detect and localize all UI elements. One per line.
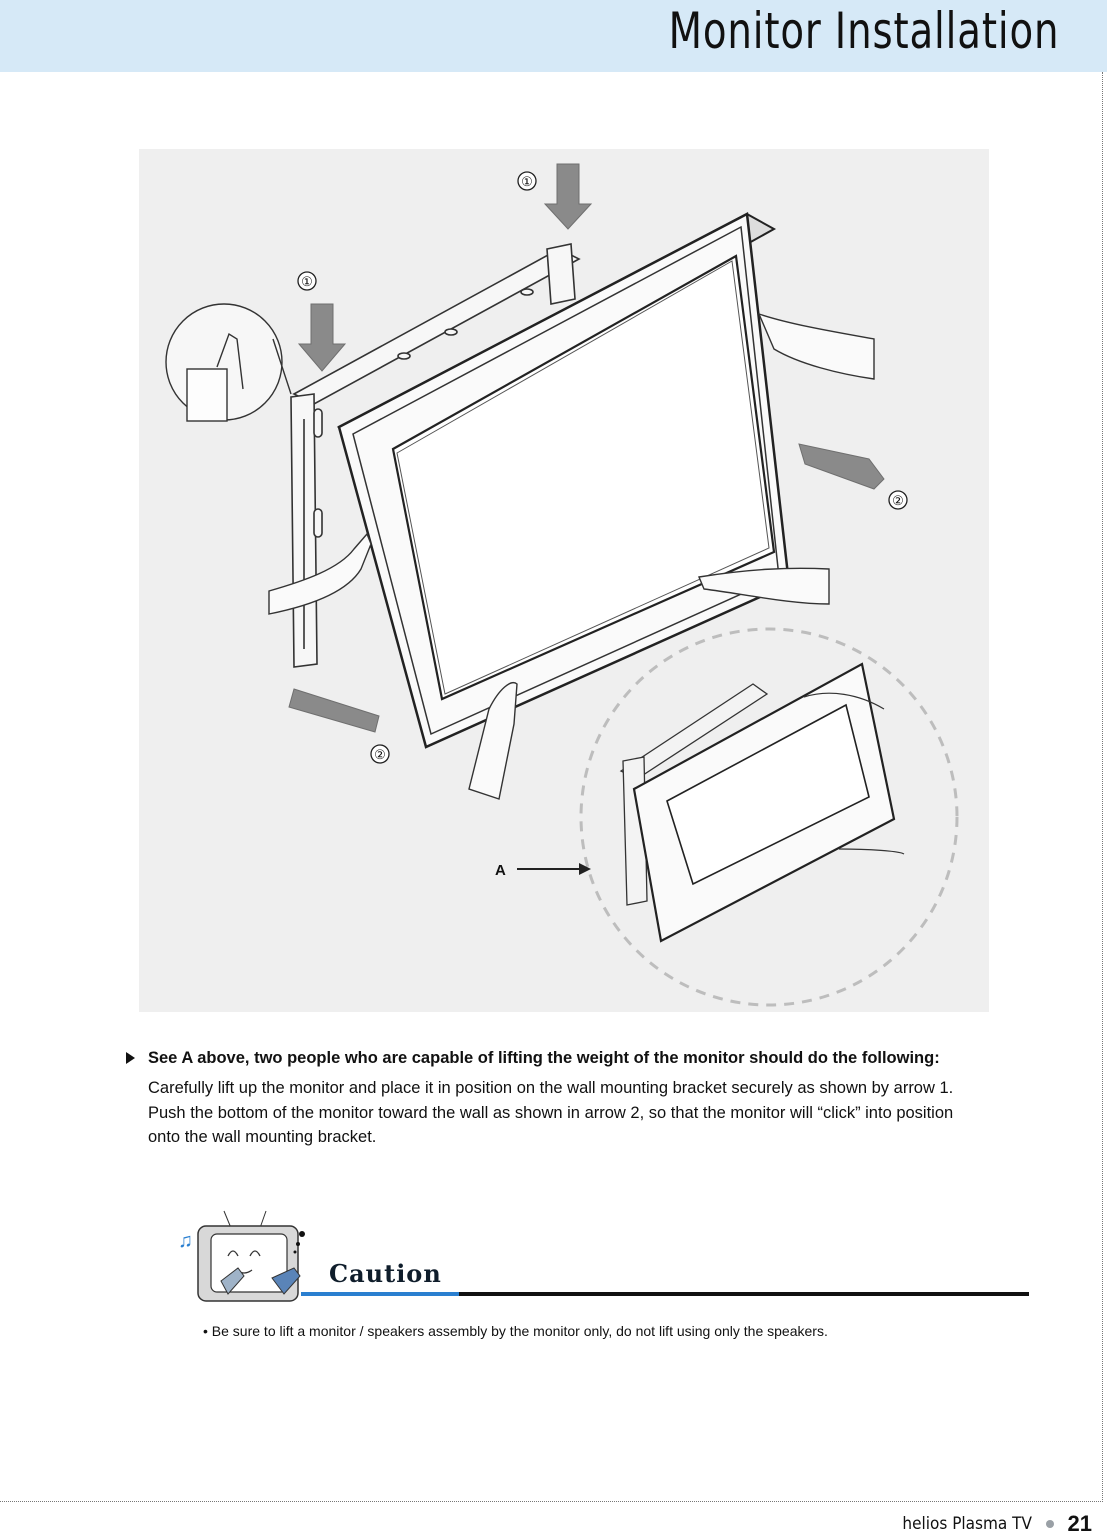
step-marker-1-left: ①	[301, 274, 313, 289]
footer-dot-icon	[1046, 1520, 1054, 1528]
caution-note: • Be sure to lift a monitor / speakers assembly by the monitor only, do not lift using only the speakers.	[203, 1323, 828, 1339]
instruction-line: Carefully lift up the monitor and place it in position on the wall mounting bracket securely as shown by arrow 1.	[148, 1079, 954, 1097]
installation-illustration	[139, 149, 989, 1012]
instructions-heading-text: See A above, two people who are capable of lifting the weight of the monitor should do the following:	[148, 1049, 940, 1067]
installation-drawing	[139, 149, 989, 1012]
caution-underline	[459, 1292, 1029, 1296]
caution-title: Caution	[329, 1259, 442, 1288]
footer-brand: helios Plasma TV	[901, 1514, 1032, 1534]
page-footer	[888, 1510, 1092, 1538]
bottom-dotted-border	[0, 1501, 1103, 1502]
instructions-body	[122, 1076, 1022, 1150]
tv-mascot-icon	[176, 1206, 311, 1306]
instruction-line: onto the wall mounting bracket.	[148, 1128, 377, 1146]
instructions	[122, 1046, 1022, 1150]
caution-banner	[176, 1206, 1036, 1316]
step-marker-1-top: ①	[521, 174, 533, 189]
caution-underline-accent	[301, 1292, 459, 1296]
right-dotted-border	[1102, 72, 1103, 1502]
page-title: Monitor Installation	[668, 2, 1059, 60]
detail-label-a: A	[495, 862, 506, 879]
step-marker-2-bottom: ②	[374, 747, 386, 762]
page-header	[0, 0, 1107, 72]
detail-a-circle	[517, 629, 957, 1005]
step-marker-2-right: ②	[892, 493, 904, 508]
music-note-icon: ♫	[178, 1230, 193, 1252]
instructions-heading	[122, 1046, 1022, 1070]
bullet-triangle-icon	[126, 1052, 135, 1064]
detail-circle	[166, 304, 291, 421]
page-number: 21	[1067, 1511, 1092, 1536]
instruction-line: Push the bottom of the monitor toward the wall as shown in arrow 2, so that the monitor will “click” into position	[148, 1103, 954, 1122]
